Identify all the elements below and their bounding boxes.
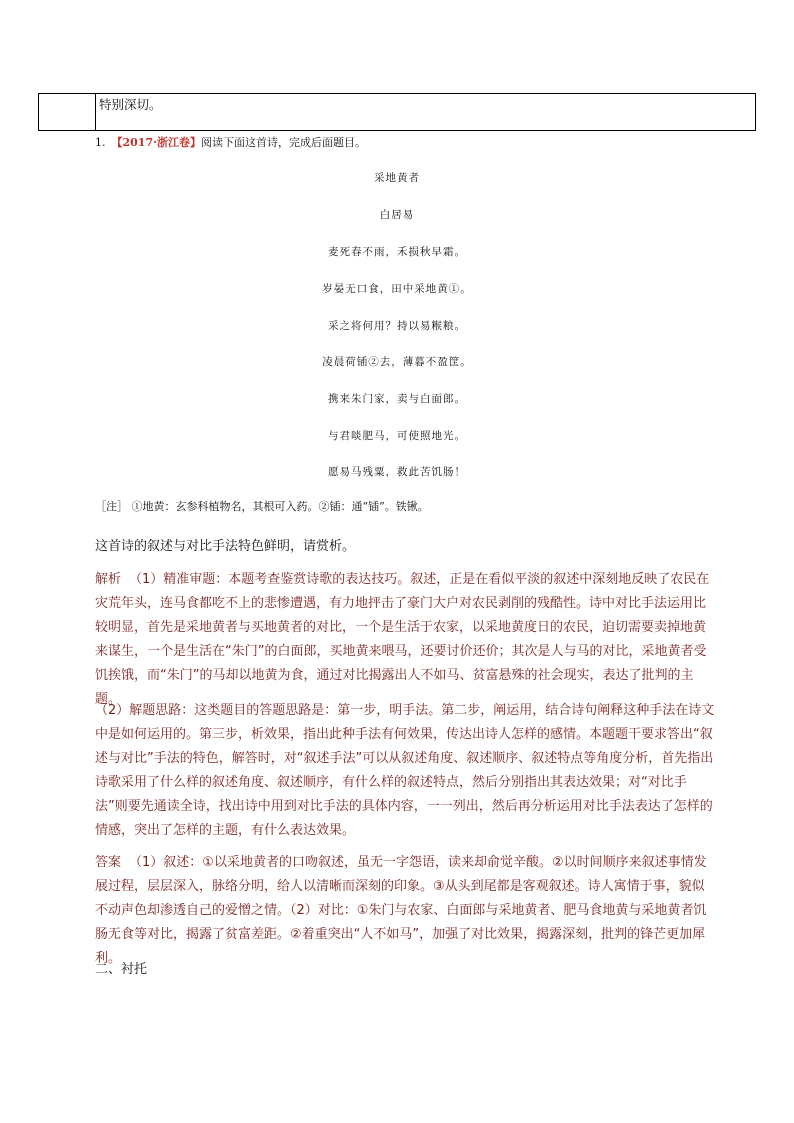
analysis-part1-text: （1）精准审题：本题考查鉴赏诗歌的表达技巧。叙述，正是在看似平淡的叙述中深刻地反映了农民在灾荒年头，连马食都吃不上的悲惨遭遇，有力地抨击了豪门大户对农民剥削的残酷性。诗中对比手法运用比较明显，首先是采地黄者与买地黄者的对比，一个是生活于农家，以采地黄度日的农民，迫切需要卖掉地黄来谋生，一个是生活在“朱门”的白面郎，买地黄来喂马，还要讨价还价；其次是人与马的对比，采地黄者受饥挨饿，而“朱门”的马却以地黄为食，通过对比揭露出人不如马、贫富悬殊的社会现实，表达了批判的主题。 — [95, 572, 710, 707]
question-header — [95, 136, 366, 150]
question-instruction: 阅读下面这首诗，完成后面题目。 — [200, 136, 366, 149]
question-text: 这首诗的叙述与对比手法特色鲜明，请赏析。 — [95, 539, 356, 554]
analysis-label: 解析 — [95, 572, 122, 587]
analysis-part1 — [95, 568, 717, 712]
poem-title: 采地黄者 — [374, 172, 420, 184]
exam-source-tag: 【2017·浙江卷】 — [111, 136, 201, 149]
poem-note: ［注］ ①地黄：玄参科植物名，其根可入药。②锸：通“锸”。铁锹。 — [95, 500, 429, 513]
poem-line: 凌晨荷锸②去，薄暮不盈筐。 — [322, 356, 472, 368]
question-number: 1. — [95, 136, 106, 149]
section-heading: 二、衬托 — [95, 962, 148, 977]
table-fragment — [38, 93, 756, 131]
poem-line: 采之将何用？持以易糇粮。 — [328, 320, 466, 332]
poem-line: 与君啖肥马，可使照地光。 — [328, 430, 466, 442]
table-cell-text: 特别深切。 — [99, 97, 162, 112]
analysis-part2: （2）解题思路：这类题目的答题思路是：第一步，明手法。第二步，阐运用，结合诗句阐释这种手法在诗文中是如何运用的。第三步，析效果，指出此种手法有何效果，传达出诗人怎样的感情。本题题干要求答出“叙述与对比”手法的特色，解答时，对“叙述手法”可以从叙述角度、叙述顺序、叙述特点等角度分析，首先指出诗歌采用了什么样的叙述角度、叙述顺序，有什么样的叙述特点，然后分别指出其表达效果；对“对比手法”则要先通读全诗，找出诗中用到对比手法的具体内容，一一列出，然后再分析运用对比手法表达了怎样的情感，突出了怎样的主题，有什么表达效果。 — [95, 703, 715, 838]
poem-line: 愿易马残粟，救此苦饥肠！ — [328, 466, 466, 478]
table-divider — [95, 94, 96, 130]
poem-line: 麦死春不雨，禾损秋早霜。 — [328, 246, 466, 258]
poem-line: 携来朱门家，卖与白面郎。 — [328, 393, 466, 405]
answer-text: （1）叙述：①以采地黄者的口吻叙述，虽无一字怨语，读来却俞觉辛酸。②以时间顺序来叙述事情发展过程，层层深入，脉络分明，给人以清晰而深刻的印象。③从头到尾都是客观叙述。诗人寓情于事，貌似不动声色却渗透自己的爱憎之情。（2）对比：①朱门与农家、白面郎与采地黄者、肥马食地黄与采地黄者饥肠无食等对比，揭露了贫富差距。②着重突出“人不如马”，加强了对比效果，揭露深刻，批判的锋芒更加犀利。 — [95, 855, 707, 966]
answer-label: 答案 — [95, 855, 122, 870]
poem-author: 白居易 — [379, 209, 415, 221]
poem-line: 岁晏无口食，田中采地黄①。 — [322, 283, 472, 295]
answer-block — [95, 851, 717, 971]
